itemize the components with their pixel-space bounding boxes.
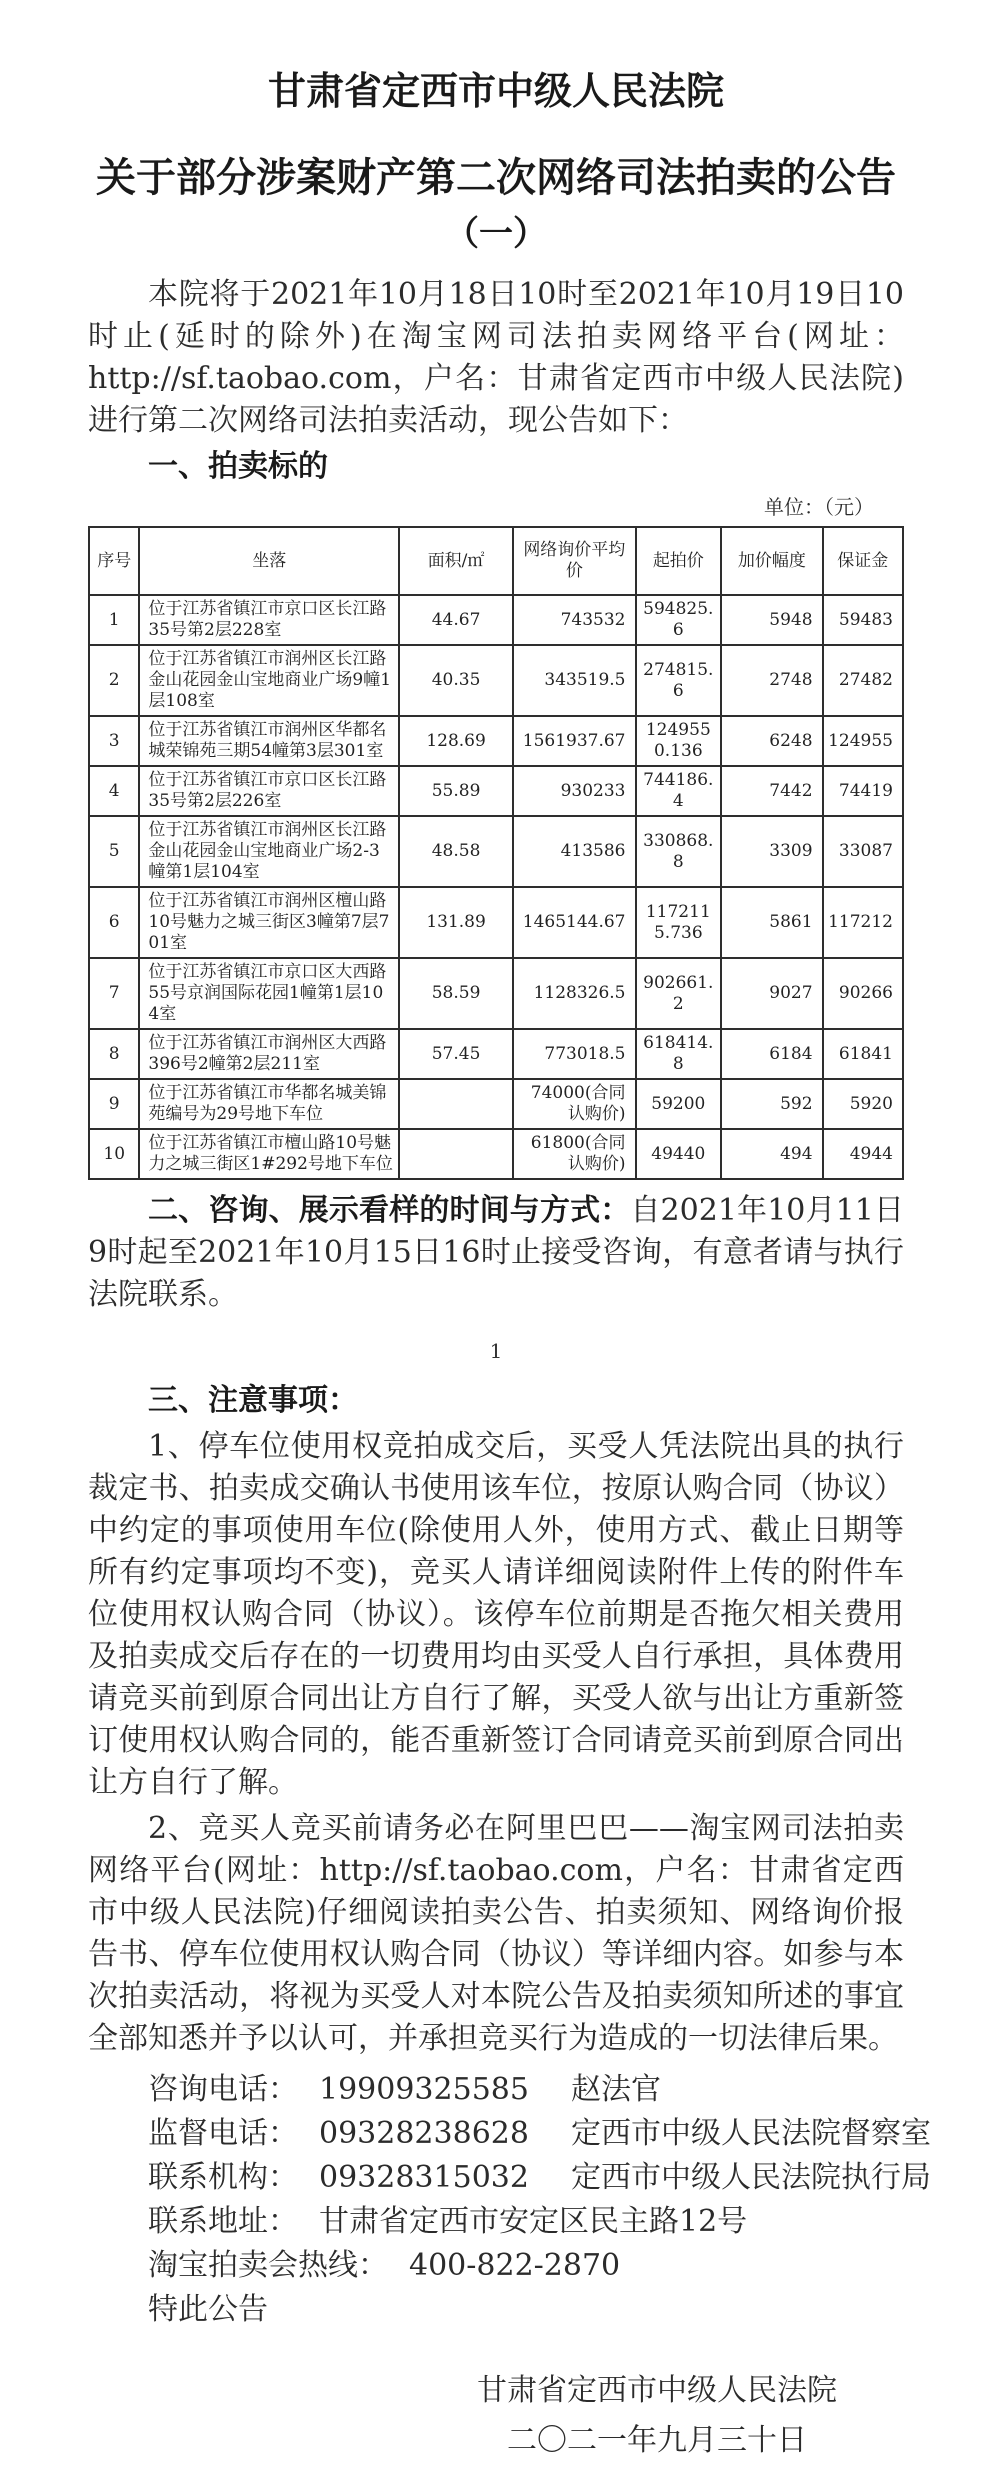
table-column-header: 面积/㎡ xyxy=(399,527,513,595)
table-column-header: 加价幅度 xyxy=(721,527,822,595)
table-cell: 131.89 xyxy=(399,887,513,958)
table-cell: 1561937.67 xyxy=(513,716,635,766)
table-row xyxy=(89,1079,903,1129)
table-cell: 744186.4 xyxy=(636,766,722,816)
table-cell: 33087 xyxy=(823,816,903,887)
table-cell: 128.69 xyxy=(399,716,513,766)
notice-title: 关于部分涉案财产第二次网络司法拍卖的公告 xyxy=(96,153,896,201)
section2-paragraph xyxy=(88,1190,904,1316)
section2-text: 自2021年10月11日9时起至2021年10月15日16时止接受咨询，有意者请与执行法院联系。 xyxy=(88,1193,905,1313)
contact-label: 淘宝拍卖会热线： xyxy=(148,2248,388,2284)
table-row xyxy=(89,1029,903,1079)
contact-value: 09328315032 xyxy=(319,2160,529,2196)
table-cell: 位于江苏省镇江市润州区华都名城荣锦苑三期54幢第3层301室 xyxy=(139,716,399,766)
signature-date: 二〇二一年九月三十日 xyxy=(507,2423,807,2459)
table-cell: 1172115.736 xyxy=(636,887,722,958)
table-cell: 位于江苏省镇江市华都名城美锦苑编号为29号地下车位 xyxy=(139,1079,399,1129)
contact-label: 咨询电话： xyxy=(148,2072,298,2108)
table-cell: 8 xyxy=(89,1029,139,1079)
table-cell: 58.59 xyxy=(399,958,513,1029)
unit-note: 单位：（元） xyxy=(764,495,874,520)
table-cell: 位于江苏省镇江市润州区长江路金山花园金山宝地商业广场9幢1层108室 xyxy=(139,645,399,716)
table-column-header: 网络询价平均价 xyxy=(513,527,635,595)
table-cell: 4 xyxy=(89,766,139,816)
table-cell: 10 xyxy=(89,1129,139,1179)
table-cell: 59483 xyxy=(823,595,903,645)
table-column-header: 坐落 xyxy=(139,527,399,595)
table-cell: 330868.8 xyxy=(636,816,722,887)
contact-extra: 定西市中级人民法院督察室 xyxy=(570,2116,931,2152)
table-cell: 7442 xyxy=(721,766,822,816)
table-cell: 位于江苏省镇江市京口区长江路35号第2层226室 xyxy=(139,766,399,816)
contact-row xyxy=(148,2068,904,2112)
table-column-header: 序号 xyxy=(89,527,139,595)
table-cell: 位于江苏省镇江市润州区大西路396号2幢第2层211室 xyxy=(139,1029,399,1079)
table-cell: 343519.5 xyxy=(513,645,635,716)
table-cell: 5 xyxy=(89,816,139,887)
table-cell: 773018.5 xyxy=(513,1029,635,1079)
contact-block xyxy=(88,2068,931,2332)
signature-block xyxy=(442,2366,872,2466)
court-name-title: 甘肃省定西市中级人民法院 xyxy=(267,68,724,113)
section3-heading: 三、注意事项： xyxy=(148,1383,358,1419)
notice-number: （一） xyxy=(445,213,547,254)
contact-row xyxy=(148,2112,931,2156)
contact-label: 特此公告 xyxy=(148,2292,268,2328)
contact-label: 监督电话： xyxy=(148,2116,298,2152)
intro-paragraph: 本院将于2021年10月18日10时至2021年10月19日10时止(延时的除外)在淘宝网司法拍卖网络平台(网址：http://sf.taobao.com，户名：甘肃省定西市中级人民法院)进行第二次网络司法拍卖活动，现公告如下： xyxy=(88,277,904,439)
table-cell: 618414.8 xyxy=(636,1029,722,1079)
table-cell: 59200 xyxy=(636,1079,722,1129)
section2-heading: 二、咨询、展示看样的时间与方式： xyxy=(148,1193,631,1229)
table-cell: 位于江苏省镇江市京口区长江路35号第2层228室 xyxy=(139,595,399,645)
table-row xyxy=(89,958,903,1029)
notice-item-2: 2、竞买人竞买前请务必在阿里巴巴——淘宝网司法拍卖网络平台(网址：http://sf.taobao.com，户名：甘肃省定西市中级人民法院)仔细阅读拍卖公告、拍卖须知、网络询价报告书、停车位使用权认购合同（协议）等详细内容。如参与本次拍卖活动，将视为买受人对本院公告及拍卖须知所述的事宜全部知悉并予以认可，并承担竞买行为造成的一切法律后果。 xyxy=(88,1811,904,2057)
table-cell: 49440 xyxy=(636,1129,722,1179)
table-cell: 1465144.67 xyxy=(513,887,635,958)
contact-value: 甘肃省定西市安定区民主路12号 xyxy=(319,2204,748,2240)
table-row xyxy=(89,645,903,716)
table-header-row xyxy=(89,527,903,595)
contact-row xyxy=(148,2156,931,2200)
notice-item-1: 1、停车位使用权竞拍成交后，买受人凭法院出具的执行裁定书、拍卖成交确认书使用该车位，按原认购合同（协议）中约定的事项使用车位(除使用人外，使用方式、截止日期等所有约定事项均不变)，竞买人请详细阅读附件上传的附件车位使用权认购合同（协议）。该停车位前期是否拖欠相关费用及拍卖成交后存在的一切费用均由买受人自行承担，具体费用请竞买前到原合同出让方自行了解，买受人欲与出让方重新签订使用权认购合同的，能否重新签订合同请竞买前到原合同出让方自行了解。 xyxy=(88,1429,904,1801)
table-cell: 6 xyxy=(89,887,139,958)
table-cell: 124955 xyxy=(823,716,903,766)
table-cell: 90266 xyxy=(823,958,903,1029)
table-cell: 48.58 xyxy=(399,816,513,887)
table-cell: 61800(合同认购价) xyxy=(513,1129,635,1179)
signature-court: 甘肃省定西市中级人民法院 xyxy=(477,2373,837,2409)
auction-table-head xyxy=(89,527,903,595)
table-row xyxy=(89,887,903,958)
table-cell: 743532 xyxy=(513,595,635,645)
table-cell xyxy=(399,1079,513,1129)
table-cell: 6248 xyxy=(721,716,822,766)
auction-table xyxy=(88,526,904,1180)
table-cell: 57.45 xyxy=(399,1029,513,1079)
table-cell: 40.35 xyxy=(399,645,513,716)
table-cell: 592 xyxy=(721,1079,822,1129)
contact-value: 19909325585 xyxy=(319,2072,529,2108)
table-row xyxy=(89,595,903,645)
table-cell: 494 xyxy=(721,1129,822,1179)
contact-value: 400-822-2870 xyxy=(409,2248,621,2284)
contact-value: 09328238628 xyxy=(319,2116,529,2152)
table-cell: 6184 xyxy=(721,1029,822,1079)
table-cell: 2748 xyxy=(721,645,822,716)
contact-extra: 定西市中级人民法院执行局 xyxy=(570,2160,931,2196)
table-cell: 55.89 xyxy=(399,766,513,816)
table-cell: 1 xyxy=(89,595,139,645)
table-cell: 3309 xyxy=(721,816,822,887)
table-cell: 位于江苏省镇江市檀山路10号魅力之城三街区1#292号地下车位 xyxy=(139,1129,399,1179)
table-cell: 902661.2 xyxy=(636,958,722,1029)
contact-row xyxy=(148,2244,904,2288)
table-cell: 5948 xyxy=(721,595,822,645)
table-cell: 594825.6 xyxy=(636,595,722,645)
table-cell: 274815.6 xyxy=(636,645,722,716)
table-cell: 44.67 xyxy=(399,595,513,645)
table-row xyxy=(89,1129,903,1179)
table-cell: 74419 xyxy=(823,766,903,816)
contact-extra: 赵法官 xyxy=(570,2072,661,2108)
table-cell: 2 xyxy=(89,645,139,716)
table-row xyxy=(89,766,903,816)
table-cell: 4944 xyxy=(823,1129,903,1179)
table-cell: 7 xyxy=(89,958,139,1029)
contact-label: 联系地址： xyxy=(148,2204,298,2240)
table-cell: 27482 xyxy=(823,645,903,716)
table-cell: 9027 xyxy=(721,958,822,1029)
table-cell: 1249550.136 xyxy=(636,716,722,766)
table-cell: 413586 xyxy=(513,816,635,887)
table-cell: 5920 xyxy=(823,1079,903,1129)
contact-row xyxy=(148,2200,904,2244)
table-column-header: 起拍价 xyxy=(636,527,722,595)
table-cell: 930233 xyxy=(513,766,635,816)
table-cell: 9 xyxy=(89,1079,139,1129)
table-cell: 74000(合同认购价) xyxy=(513,1079,635,1129)
table-cell: 1128326.5 xyxy=(513,958,635,1029)
contact-row xyxy=(148,2288,904,2332)
table-column-header: 保证金 xyxy=(823,527,903,595)
page-number: 1 xyxy=(489,1339,503,1364)
table-cell: 位于江苏省镇江市京口区大西路55号京润国际花园1幢第1层104室 xyxy=(139,958,399,1029)
contact-label: 联系机构： xyxy=(148,2160,298,2196)
table-cell: 117212 xyxy=(823,887,903,958)
section1-heading: 一、拍卖标的 xyxy=(148,449,328,485)
table-cell xyxy=(399,1129,513,1179)
table-cell: 5861 xyxy=(721,887,822,958)
auction-table-body xyxy=(89,595,903,1179)
table-cell: 位于江苏省镇江市润州区檀山路10号魅力之城三街区3幢第7层701室 xyxy=(139,887,399,958)
table-cell: 位于江苏省镇江市润州区长江路金山花园金山宝地商业广场2-3幢第1层104室 xyxy=(139,816,399,887)
table-row xyxy=(89,716,903,766)
table-cell: 61841 xyxy=(823,1029,903,1079)
table-cell: 3 xyxy=(89,716,139,766)
table-row xyxy=(89,816,903,887)
